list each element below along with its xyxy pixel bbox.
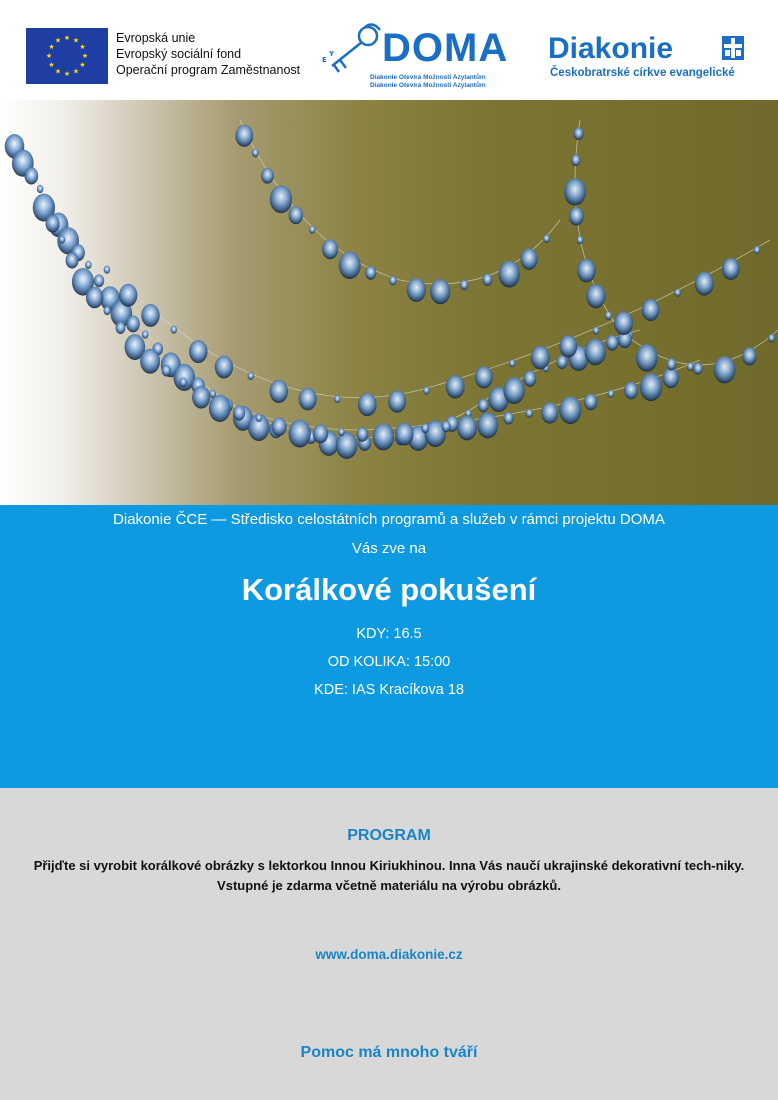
svg-text:★: ★ [63, 70, 71, 78]
dewdrop [498, 261, 519, 288]
dewdrop [179, 377, 187, 387]
eu-fund-text [116, 30, 300, 78]
cross-icon [722, 36, 744, 60]
dewdrop [526, 409, 533, 418]
dewdrop [119, 284, 137, 307]
dewdrop [475, 366, 493, 388]
dewdrop [559, 335, 577, 357]
dewdrop [531, 346, 550, 370]
dewdrop [423, 387, 429, 395]
dewdrop [104, 266, 110, 274]
dewdrop [585, 339, 606, 366]
dewdrop [24, 167, 38, 184]
dewdrop [395, 423, 413, 446]
dewdrop [541, 402, 558, 423]
diakonie-logo [548, 32, 758, 82]
svg-text:★: ★ [48, 61, 55, 69]
dewdrop [336, 432, 358, 459]
dewdrop [606, 335, 619, 351]
eu-line: Operační program Zaměstnanost [116, 63, 301, 77]
dewdrop [309, 226, 315, 234]
dewdrop [140, 349, 160, 374]
event-title: Korálkové pokušení [241, 572, 537, 607]
dewdrop [509, 359, 515, 367]
dewdrop [663, 368, 679, 389]
svg-text:★: ★ [45, 52, 53, 60]
eu-flag-icon [26, 28, 108, 84]
website-link[interactable]: www.doma.diakonie.cz [315, 947, 463, 962]
dewdrop [171, 326, 177, 334]
invite-line: Vás zve na [351, 540, 427, 557]
event-date: KDY: 16.5 [356, 626, 422, 642]
dewdrop [215, 356, 233, 379]
dewdrop [270, 185, 292, 213]
svg-text:★: ★ [54, 36, 62, 45]
key-icon [320, 22, 390, 82]
dewdrop [209, 395, 231, 422]
dewdrop [289, 206, 303, 224]
dewdrop [339, 252, 361, 279]
dewdrop [446, 375, 465, 399]
dewdrop [442, 421, 451, 432]
dewdrop [356, 427, 368, 442]
dewdrop [543, 234, 550, 242]
dewdrop [261, 168, 274, 184]
event-location: KDE: IAS Kracíkova 18 [314, 682, 464, 698]
dewdrop [248, 372, 254, 380]
dewdrop [503, 377, 524, 404]
svg-text:★: ★ [81, 52, 89, 60]
dewdrop [365, 266, 376, 280]
dewdrop [667, 358, 677, 370]
dewdrop [693, 363, 703, 375]
organizer-line: Diakonie ČCE — Středisko celostátních programů a služeb v rámci projektu DOMA [113, 511, 665, 528]
dewdrop [714, 356, 736, 383]
svg-text:★: ★ [72, 36, 80, 45]
svg-text:★: ★ [63, 34, 71, 42]
dewdrop [313, 424, 328, 443]
program-section [0, 788, 778, 1100]
dewdrop [358, 393, 377, 416]
dewdrop [85, 261, 92, 269]
dewdrop [126, 315, 140, 332]
dewdrop [482, 273, 492, 285]
dewdrop [373, 423, 395, 450]
dewdrop [37, 185, 44, 193]
program-heading: PROGRAM [347, 827, 431, 844]
dewdrop [457, 416, 477, 441]
dewdrop [252, 149, 259, 158]
dewdrop [636, 344, 658, 372]
dewdrop [520, 248, 537, 270]
dewdrop [523, 371, 536, 387]
dewdrop [577, 236, 584, 244]
svg-text:★: ★ [79, 43, 86, 51]
dewdrop [571, 154, 580, 166]
svg-text:★: ★ [54, 67, 62, 76]
eu-line: Evropská unie [116, 31, 196, 45]
dewdrop [722, 258, 740, 280]
dewdrop [477, 412, 498, 438]
dewdrop [586, 284, 605, 308]
dewdrop [605, 311, 612, 320]
svg-text:★: ★ [48, 43, 55, 51]
dewdrops-photo [0, 100, 778, 505]
dewdrop [574, 127, 584, 140]
dewdrop [640, 373, 662, 401]
dewdrop [460, 280, 468, 290]
dewdrop [272, 417, 287, 436]
dewdrop [564, 178, 586, 205]
dewdrop [577, 259, 596, 283]
dewdrop [142, 330, 149, 338]
dewdrop [593, 327, 599, 335]
dewdrop [674, 289, 680, 297]
dewdrop [389, 276, 397, 285]
dewdrop [334, 395, 340, 403]
svg-text:★: ★ [79, 61, 86, 69]
eu-line: Evropský sociální fond [116, 47, 242, 61]
header [0, 0, 778, 100]
dewdrop [141, 304, 159, 327]
dewdrop [86, 287, 103, 309]
dewdrop [430, 279, 450, 304]
dewdrop [754, 246, 760, 254]
dewdrop [256, 414, 263, 422]
invitation-band [0, 505, 778, 788]
dewdrop [338, 428, 345, 436]
slogan: Pomoc má mnoho tváří [300, 1044, 478, 1061]
dewdrop [624, 382, 638, 399]
dewdrop [162, 365, 171, 377]
dewdrop [299, 388, 317, 411]
dewdrop [103, 306, 110, 315]
dewdrop [584, 394, 597, 411]
dewdrop [59, 236, 65, 244]
dewdrop [614, 311, 633, 335]
dewdrop [322, 239, 338, 259]
dewdrop [608, 390, 614, 398]
svg-text:E: E [322, 56, 327, 64]
dewdrop [768, 334, 775, 342]
doma-tagline: Diakonie Otevírá Možnosti Azylantům [370, 82, 486, 89]
dewdrop [235, 125, 253, 147]
dewdrop [116, 321, 126, 334]
dewdrop [503, 412, 513, 425]
dewdrop [421, 423, 429, 433]
diakonie-subtitle: Českobratrské církve evangelické [550, 67, 735, 79]
program-description: Přijďte si vyrobit korálkové obrázky s lektorkou Innou Kiriukhinou. Inna Vás naučí ukrajinské dekorativní tech-niky. Vstupné je zdarma včetně materiálu na výrobu obrázků. [33, 858, 745, 893]
dewdrop [478, 399, 489, 413]
dewdrop [289, 420, 311, 448]
dewdrop [695, 272, 714, 296]
doma-tagline: Diakonie Otevírá Možnosti Azylantům [370, 74, 486, 81]
doma-logo [320, 18, 525, 92]
dewdrop [189, 340, 207, 363]
dewdrop [233, 405, 245, 420]
dewdrop [94, 274, 104, 287]
dewdrop [192, 386, 210, 409]
svg-text:Y: Y [329, 50, 335, 58]
dewdrop [559, 396, 581, 424]
dewdrop [388, 390, 406, 413]
dewdrop [642, 299, 660, 321]
dewdrop [557, 355, 568, 369]
dewdrop [46, 215, 60, 233]
event-time: OD KOLIKA: 15:00 [327, 654, 451, 670]
dewdrop [742, 347, 756, 365]
dewdrop [407, 278, 426, 302]
diakonie-wordmark: Diakonie [548, 32, 674, 65]
doma-wordmark: DOMA [382, 26, 509, 70]
dewdrop [687, 362, 694, 371]
dewdrop [569, 207, 584, 226]
dewdrop [66, 252, 79, 268]
dewdrop [269, 380, 288, 403]
svg-text:★: ★ [72, 67, 80, 76]
